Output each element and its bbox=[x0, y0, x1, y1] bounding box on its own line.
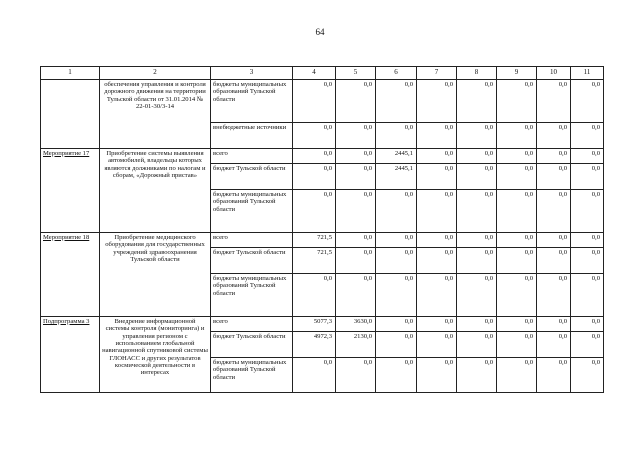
funding-source: бюджет Тульской области bbox=[211, 247, 293, 273]
amount-cell: 0,0 bbox=[336, 79, 376, 122]
amount-cell: 0,0 bbox=[457, 122, 497, 148]
amount-cell: 0,0 bbox=[417, 331, 457, 357]
funding-source: всего bbox=[211, 232, 293, 247]
amount-cell: 0,0 bbox=[457, 247, 497, 273]
funding-source: бюджет Тульской области bbox=[211, 331, 293, 357]
program-name: Приобретение медицинского оборудования для государственных учреждений здравоохранения Тульской области bbox=[100, 232, 211, 316]
column-header: 2 bbox=[100, 67, 211, 80]
amount-cell: 0,0 bbox=[457, 163, 497, 189]
amount-cell: 0,0 bbox=[293, 79, 336, 122]
funding-source: бюджеты муниципальных образований Тульской области bbox=[211, 273, 293, 316]
amount-cell: 0,0 bbox=[537, 316, 571, 331]
amount-cell: 0,0 bbox=[497, 148, 537, 163]
funding-source: внебюджетные источники bbox=[211, 122, 293, 148]
amount-cell: 0,0 bbox=[497, 357, 537, 392]
amount-cell: 0,0 bbox=[497, 122, 537, 148]
amount-cell: 3630,0 bbox=[336, 316, 376, 331]
amount-cell: 0,0 bbox=[417, 232, 457, 247]
amount-cell: 0,0 bbox=[417, 357, 457, 392]
amount-cell: 0,0 bbox=[336, 273, 376, 316]
amount-cell: 0,0 bbox=[417, 79, 457, 122]
amount-cell: 0,0 bbox=[537, 331, 571, 357]
amount-cell: 0,0 bbox=[336, 357, 376, 392]
funding-source: всего bbox=[211, 148, 293, 163]
amount-cell: 5077,3 bbox=[293, 316, 336, 331]
amount-cell: 0,0 bbox=[376, 247, 417, 273]
program-code[interactable] bbox=[41, 316, 100, 392]
program-name: Приобретение системы выявления автомобилей, владельцы которых являются должниками по налогам и сборам, «Дорожный пристав» bbox=[100, 148, 211, 232]
amount-cell: 0,0 bbox=[376, 122, 417, 148]
column-header: 11 bbox=[571, 67, 604, 80]
amount-cell: 0,0 bbox=[457, 79, 497, 122]
column-header: 6 bbox=[376, 67, 417, 80]
amount-cell: 0,0 bbox=[497, 163, 537, 189]
amount-cell: 0,0 bbox=[497, 189, 537, 232]
amount-cell: 4972,3 bbox=[293, 331, 336, 357]
amount-cell: 0,0 bbox=[376, 357, 417, 392]
amount-cell: 0,0 bbox=[571, 357, 604, 392]
column-header: 8 bbox=[457, 67, 497, 80]
amount-cell: 0,0 bbox=[376, 316, 417, 331]
amount-cell: 0,0 bbox=[376, 79, 417, 122]
amount-cell: 0,0 bbox=[417, 247, 457, 273]
amount-cell: 0,0 bbox=[571, 163, 604, 189]
amount-cell: 0,0 bbox=[537, 247, 571, 273]
funding-source: бюджеты муниципальных образований Тульской области bbox=[211, 357, 293, 392]
amount-cell: 0,0 bbox=[457, 232, 497, 247]
amount-cell: 2445,1 bbox=[376, 163, 417, 189]
amount-cell: 0,0 bbox=[537, 163, 571, 189]
amount-cell: 0,0 bbox=[417, 163, 457, 189]
amount-cell: 0,0 bbox=[571, 148, 604, 163]
amount-cell: 0,0 bbox=[417, 316, 457, 331]
amount-cell: 0,0 bbox=[336, 247, 376, 273]
amount-cell: 0,0 bbox=[457, 331, 497, 357]
amount-cell: 0,0 bbox=[571, 247, 604, 273]
amount-cell: 0,0 bbox=[571, 232, 604, 247]
page-number: 64 bbox=[315, 27, 325, 37]
amount-cell: 0,0 bbox=[537, 273, 571, 316]
amount-cell: 0,0 bbox=[537, 232, 571, 247]
amount-cell: 0,0 bbox=[336, 189, 376, 232]
table-body bbox=[41, 79, 604, 392]
program-code-link[interactable]: Подпрограмма 3 bbox=[43, 317, 90, 325]
amount-cell: 0,0 bbox=[293, 273, 336, 316]
amount-cell: 0,0 bbox=[457, 357, 497, 392]
amount-cell: 0,0 bbox=[537, 122, 571, 148]
column-header: 10 bbox=[537, 67, 571, 80]
amount-cell: 0,0 bbox=[497, 331, 537, 357]
amount-cell: 0,0 bbox=[336, 163, 376, 189]
amount-cell: 0,0 bbox=[457, 189, 497, 232]
program-code-link[interactable]: Мероприятие 17 bbox=[43, 149, 90, 157]
amount-cell: 0,0 bbox=[497, 79, 537, 122]
funding-source: всего bbox=[211, 316, 293, 331]
amount-cell: 0,0 bbox=[537, 357, 571, 392]
column-header: 3 bbox=[211, 67, 293, 80]
funding-source: бюджет Тульской области bbox=[211, 163, 293, 189]
amount-cell: 0,0 bbox=[537, 148, 571, 163]
amount-cell: 0,0 bbox=[571, 273, 604, 316]
amount-cell: 0,0 bbox=[376, 273, 417, 316]
amount-cell: 0,0 bbox=[293, 148, 336, 163]
amount-cell: 0,0 bbox=[571, 316, 604, 331]
column-header: 9 bbox=[497, 67, 537, 80]
amount-cell: 0,0 bbox=[336, 232, 376, 247]
program-code[interactable] bbox=[41, 148, 100, 232]
amount-cell: 0,0 bbox=[376, 331, 417, 357]
amount-cell: 0,0 bbox=[293, 357, 336, 392]
amount-cell: 0,0 bbox=[336, 122, 376, 148]
amount-cell: 0,0 bbox=[497, 247, 537, 273]
amount-cell: 0,0 bbox=[417, 273, 457, 316]
table-row bbox=[41, 148, 604, 163]
amount-cell: 0,0 bbox=[497, 273, 537, 316]
amount-cell: 0,0 bbox=[457, 273, 497, 316]
amount-cell: 0,0 bbox=[457, 148, 497, 163]
amount-cell: 0,0 bbox=[497, 316, 537, 331]
amount-cell: 0,0 bbox=[571, 331, 604, 357]
program-code-link[interactable]: Мероприятие 18 bbox=[43, 233, 90, 241]
amount-cell: 0,0 bbox=[376, 232, 417, 247]
funding-source: бюджеты муниципальных образований Тульской области bbox=[211, 189, 293, 232]
table-row bbox=[41, 316, 604, 331]
column-header: 5 bbox=[336, 67, 376, 80]
amount-cell: 0,0 bbox=[336, 148, 376, 163]
table-row bbox=[41, 79, 604, 122]
amount-cell: 0,0 bbox=[537, 189, 571, 232]
column-header: 1 bbox=[41, 67, 100, 80]
program-code[interactable] bbox=[41, 232, 100, 316]
column-header: 7 bbox=[417, 67, 457, 80]
amount-cell: 0,0 bbox=[537, 79, 571, 122]
amount-cell: 0,0 bbox=[293, 163, 336, 189]
program-name: обеспечения управления и контроля дорожного движения на территории Тульской области от 31.01.2014 № 22-01-30/3-14 bbox=[100, 79, 211, 148]
amount-cell: 0,0 bbox=[417, 148, 457, 163]
column-header: 4 bbox=[293, 67, 336, 80]
amount-cell: 0,0 bbox=[376, 189, 417, 232]
program-name: Внедрение информационной системы контроля (мониторинга) и управления регионом с использованием глобальной навигационной спутниковой системы ГЛОНАСС и других результатов космической деятельности в интересах bbox=[100, 316, 211, 392]
amount-cell: 0,0 bbox=[417, 122, 457, 148]
amount-cell: 0,0 bbox=[571, 79, 604, 122]
amount-cell: 0,0 bbox=[571, 122, 604, 148]
amount-cell: 0,0 bbox=[293, 122, 336, 148]
amount-cell: 721,5 bbox=[293, 247, 336, 273]
amount-cell: 2445,1 bbox=[376, 148, 417, 163]
program-code bbox=[41, 79, 100, 148]
header-row bbox=[41, 67, 604, 80]
amount-cell: 721,5 bbox=[293, 232, 336, 247]
amount-cell: 0,0 bbox=[457, 316, 497, 331]
funding-source: бюджеты муниципальных образований Тульской области bbox=[211, 79, 293, 122]
amount-cell: 2130,0 bbox=[336, 331, 376, 357]
amount-cell: 0,0 bbox=[417, 189, 457, 232]
amount-cell: 0,0 bbox=[571, 189, 604, 232]
amount-cell: 0,0 bbox=[293, 189, 336, 232]
amount-cell: 0,0 bbox=[497, 232, 537, 247]
budget-table bbox=[40, 66, 604, 393]
table-row bbox=[41, 232, 604, 247]
